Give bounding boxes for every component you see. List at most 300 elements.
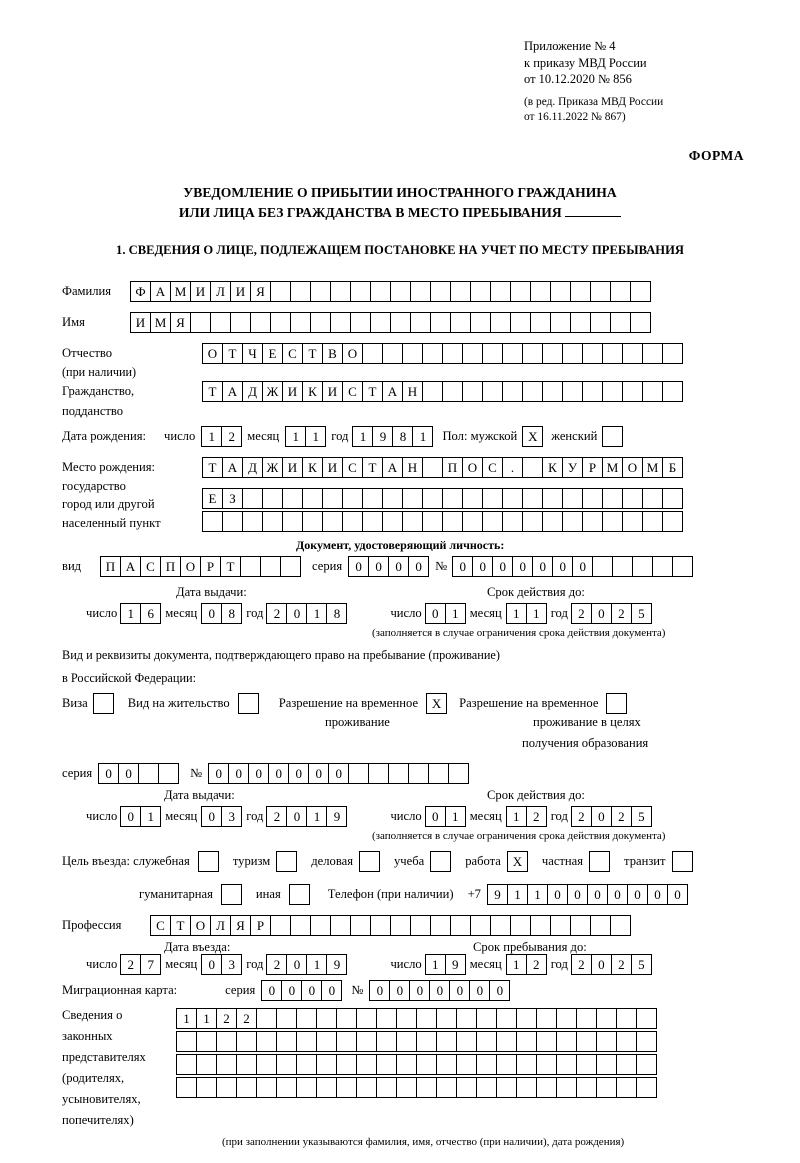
cell[interactable] bbox=[610, 281, 631, 302]
cell[interactable] bbox=[262, 488, 283, 509]
cell[interactable] bbox=[290, 915, 311, 936]
cell[interactable] bbox=[310, 281, 331, 302]
cell[interactable] bbox=[442, 381, 463, 402]
purpose-item-checkbox[interactable]: X bbox=[507, 851, 528, 872]
cell[interactable] bbox=[482, 488, 503, 509]
cell[interactable]: А bbox=[382, 457, 403, 478]
cell[interactable]: 2 bbox=[611, 954, 632, 975]
cell[interactable]: 5 bbox=[631, 603, 652, 624]
cell[interactable] bbox=[296, 1054, 317, 1075]
cell[interactable]: Т bbox=[202, 457, 223, 478]
cell[interactable]: И bbox=[282, 381, 303, 402]
cell[interactable] bbox=[442, 488, 463, 509]
cell[interactable]: И bbox=[322, 381, 343, 402]
cell[interactable] bbox=[636, 1054, 657, 1075]
cell[interactable] bbox=[342, 488, 363, 509]
birth-year-input[interactable] bbox=[352, 426, 432, 447]
cell[interactable] bbox=[456, 1077, 477, 1098]
cell[interactable]: 1 bbox=[506, 954, 527, 975]
cell[interactable] bbox=[662, 381, 683, 402]
cell[interactable]: 7 bbox=[140, 954, 161, 975]
cell[interactable] bbox=[622, 381, 643, 402]
cell[interactable]: Е bbox=[262, 343, 283, 364]
cell[interactable] bbox=[622, 343, 643, 364]
cell[interactable]: У bbox=[562, 457, 583, 478]
cell[interactable] bbox=[236, 1077, 257, 1098]
cell[interactable]: Т bbox=[362, 381, 383, 402]
cell[interactable] bbox=[216, 1054, 237, 1075]
cell[interactable] bbox=[476, 1054, 497, 1075]
cell[interactable] bbox=[382, 511, 403, 532]
cell[interactable]: 1 bbox=[527, 884, 548, 905]
cell[interactable] bbox=[496, 1077, 517, 1098]
cell[interactable] bbox=[636, 1031, 657, 1052]
cell[interactable] bbox=[596, 1008, 617, 1029]
cell[interactable] bbox=[350, 312, 371, 333]
cell[interactable] bbox=[410, 281, 431, 302]
entry-month-input[interactable] bbox=[201, 954, 241, 975]
cell[interactable] bbox=[630, 281, 651, 302]
cell[interactable] bbox=[536, 1054, 557, 1075]
cell[interactable] bbox=[236, 1054, 257, 1075]
cell[interactable]: 1 bbox=[176, 1008, 197, 1029]
cell[interactable] bbox=[362, 343, 383, 364]
cell[interactable] bbox=[290, 312, 311, 333]
cell[interactable] bbox=[316, 1031, 337, 1052]
identity-issue-month-input[interactable] bbox=[201, 603, 241, 624]
cell[interactable] bbox=[516, 1008, 537, 1029]
cell[interactable]: 0 bbox=[425, 603, 446, 624]
cell[interactable] bbox=[470, 312, 491, 333]
cell[interactable]: Т bbox=[202, 381, 223, 402]
cell[interactable] bbox=[522, 488, 543, 509]
cell[interactable] bbox=[642, 381, 663, 402]
cell[interactable] bbox=[256, 1077, 277, 1098]
cell[interactable] bbox=[530, 312, 551, 333]
cell[interactable]: 5 bbox=[631, 806, 652, 827]
cell[interactable] bbox=[570, 915, 591, 936]
cell[interactable] bbox=[262, 511, 283, 532]
cell[interactable]: Л bbox=[210, 281, 231, 302]
cell[interactable]: 0 bbox=[591, 603, 612, 624]
cell[interactable]: 0 bbox=[288, 763, 309, 784]
representatives-input-4[interactable] bbox=[176, 1077, 656, 1098]
cell[interactable] bbox=[270, 915, 291, 936]
cell[interactable]: 9 bbox=[326, 954, 347, 975]
cell[interactable] bbox=[576, 1008, 597, 1029]
cell[interactable]: 0 bbox=[261, 980, 282, 1001]
cell[interactable]: Т bbox=[220, 556, 241, 577]
cell[interactable] bbox=[582, 381, 603, 402]
purpose-other-checkbox[interactable] bbox=[289, 884, 310, 905]
cell[interactable]: И bbox=[322, 457, 343, 478]
cell[interactable]: С bbox=[150, 915, 171, 936]
cell[interactable]: 1 bbox=[506, 806, 527, 827]
entry-year-input[interactable] bbox=[266, 954, 346, 975]
cell[interactable] bbox=[616, 1031, 637, 1052]
cell[interactable] bbox=[336, 1031, 357, 1052]
cell[interactable] bbox=[256, 1054, 277, 1075]
purpose-item-checkbox[interactable] bbox=[359, 851, 380, 872]
identity-series-input[interactable] bbox=[348, 556, 428, 577]
representatives-input-2[interactable] bbox=[176, 1031, 656, 1052]
cell[interactable] bbox=[642, 343, 663, 364]
cell[interactable] bbox=[430, 312, 451, 333]
cell[interactable]: П bbox=[100, 556, 121, 577]
cell[interactable] bbox=[422, 511, 443, 532]
cell[interactable] bbox=[422, 343, 443, 364]
cell[interactable] bbox=[542, 381, 563, 402]
cell[interactable]: 1 bbox=[425, 954, 446, 975]
cell[interactable] bbox=[202, 511, 223, 532]
cell[interactable]: В bbox=[322, 343, 343, 364]
cell[interactable]: М bbox=[602, 457, 623, 478]
identity-number-input[interactable] bbox=[452, 556, 692, 577]
cell[interactable] bbox=[622, 511, 643, 532]
cell[interactable]: 2 bbox=[571, 603, 592, 624]
cell[interactable]: 0 bbox=[118, 763, 139, 784]
cell[interactable] bbox=[476, 1077, 497, 1098]
cell[interactable]: 6 bbox=[140, 603, 161, 624]
cell[interactable] bbox=[576, 1031, 597, 1052]
cell[interactable] bbox=[310, 312, 331, 333]
cell[interactable] bbox=[422, 457, 443, 478]
cell[interactable] bbox=[510, 312, 531, 333]
cell[interactable] bbox=[290, 281, 311, 302]
cell[interactable]: 0 bbox=[429, 980, 450, 1001]
cell[interactable] bbox=[570, 281, 591, 302]
cell[interactable] bbox=[522, 457, 543, 478]
cell[interactable]: О bbox=[462, 457, 483, 478]
cell[interactable]: И bbox=[130, 312, 151, 333]
purpose-item-checkbox[interactable] bbox=[430, 851, 451, 872]
cell[interactable] bbox=[502, 381, 523, 402]
cell[interactable]: 0 bbox=[328, 763, 349, 784]
cell[interactable]: Т bbox=[222, 343, 243, 364]
cell[interactable]: 1 bbox=[526, 603, 547, 624]
surname-input[interactable] bbox=[130, 281, 650, 302]
cell[interactable]: 0 bbox=[607, 884, 628, 905]
cell[interactable] bbox=[356, 1031, 377, 1052]
cell[interactable]: 1 bbox=[352, 426, 373, 447]
cell[interactable] bbox=[570, 312, 591, 333]
cell[interactable] bbox=[396, 1031, 417, 1052]
birthplace-input-line-1[interactable] bbox=[202, 457, 682, 478]
cell[interactable]: 2 bbox=[571, 954, 592, 975]
cell[interactable]: 1 bbox=[412, 426, 433, 447]
cell[interactable] bbox=[402, 343, 423, 364]
cell[interactable] bbox=[482, 343, 503, 364]
cell[interactable]: 0 bbox=[425, 806, 446, 827]
cell[interactable] bbox=[270, 312, 291, 333]
permit-issue-year-input[interactable] bbox=[266, 806, 346, 827]
permit-valid-year-input[interactable] bbox=[571, 806, 651, 827]
cell[interactable] bbox=[550, 915, 571, 936]
migration-series-input[interactable] bbox=[261, 980, 341, 1001]
cell[interactable]: 1 bbox=[506, 603, 527, 624]
cell[interactable] bbox=[636, 1077, 657, 1098]
cell[interactable] bbox=[196, 1031, 217, 1052]
cell[interactable]: 8 bbox=[221, 603, 242, 624]
permit-issue-month-input[interactable] bbox=[201, 806, 241, 827]
purpose-item-checkbox[interactable] bbox=[589, 851, 610, 872]
cell[interactable]: 3 bbox=[221, 954, 242, 975]
cell[interactable] bbox=[196, 1054, 217, 1075]
cell[interactable] bbox=[336, 1054, 357, 1075]
cell[interactable] bbox=[542, 488, 563, 509]
cell[interactable] bbox=[596, 1054, 617, 1075]
cell[interactable] bbox=[230, 312, 251, 333]
cell[interactable]: Ж bbox=[262, 381, 283, 402]
cell[interactable]: Т bbox=[362, 457, 383, 478]
cell[interactable]: 2 bbox=[221, 426, 242, 447]
cell[interactable]: 1 bbox=[445, 806, 466, 827]
cell[interactable] bbox=[462, 381, 483, 402]
cell[interactable] bbox=[632, 556, 653, 577]
cell[interactable] bbox=[270, 281, 291, 302]
cell[interactable] bbox=[276, 1008, 297, 1029]
cell[interactable] bbox=[216, 1077, 237, 1098]
cell[interactable]: И bbox=[230, 281, 251, 302]
cell[interactable]: 0 bbox=[547, 884, 568, 905]
cell[interactable] bbox=[470, 915, 491, 936]
cell[interactable]: 0 bbox=[408, 556, 429, 577]
cell[interactable]: О bbox=[202, 343, 223, 364]
cell[interactable] bbox=[522, 343, 543, 364]
cell[interactable] bbox=[280, 556, 301, 577]
cell[interactable]: Н bbox=[402, 381, 423, 402]
cell[interactable] bbox=[276, 1077, 297, 1098]
cell[interactable] bbox=[596, 1077, 617, 1098]
cell[interactable] bbox=[282, 511, 303, 532]
permit-valid-day-input[interactable] bbox=[425, 806, 465, 827]
cell[interactable] bbox=[590, 281, 611, 302]
cell[interactable]: 0 bbox=[308, 763, 329, 784]
phone-input[interactable] bbox=[487, 884, 687, 905]
cell[interactable] bbox=[436, 1008, 457, 1029]
purpose-item-checkbox[interactable] bbox=[672, 851, 693, 872]
cell[interactable] bbox=[408, 763, 429, 784]
cell[interactable]: О bbox=[622, 457, 643, 478]
cell[interactable] bbox=[456, 1031, 477, 1052]
cell[interactable] bbox=[550, 312, 571, 333]
birth-day-input[interactable] bbox=[201, 426, 241, 447]
cell[interactable] bbox=[310, 915, 331, 936]
cell[interactable] bbox=[482, 381, 503, 402]
cell[interactable]: 5 bbox=[631, 954, 652, 975]
cell[interactable] bbox=[422, 381, 443, 402]
cell[interactable] bbox=[382, 488, 403, 509]
cell[interactable] bbox=[448, 763, 469, 784]
cell[interactable]: 2 bbox=[611, 806, 632, 827]
cell[interactable] bbox=[376, 1054, 397, 1075]
cell[interactable]: П bbox=[160, 556, 181, 577]
cell[interactable] bbox=[462, 511, 483, 532]
identity-kind-input[interactable] bbox=[100, 556, 300, 577]
cell[interactable]: 0 bbox=[228, 763, 249, 784]
cell[interactable] bbox=[402, 511, 423, 532]
cell[interactable] bbox=[562, 381, 583, 402]
cell[interactable]: 0 bbox=[489, 980, 510, 1001]
cell[interactable] bbox=[368, 763, 389, 784]
cell[interactable] bbox=[556, 1077, 577, 1098]
cell[interactable] bbox=[316, 1054, 337, 1075]
cell[interactable] bbox=[602, 343, 623, 364]
cell[interactable] bbox=[630, 312, 651, 333]
cell[interactable] bbox=[362, 511, 383, 532]
cell[interactable] bbox=[652, 556, 673, 577]
permit-series-input[interactable] bbox=[98, 763, 178, 784]
cell[interactable] bbox=[322, 511, 343, 532]
cell[interactable]: 2 bbox=[266, 954, 287, 975]
cell[interactable] bbox=[350, 281, 371, 302]
cell[interactable]: 9 bbox=[372, 426, 393, 447]
cell[interactable] bbox=[330, 312, 351, 333]
cell[interactable] bbox=[210, 312, 231, 333]
birthplace-input-line-2[interactable] bbox=[202, 488, 682, 509]
cell[interactable] bbox=[302, 488, 323, 509]
birth-month-input[interactable] bbox=[285, 426, 325, 447]
cell[interactable] bbox=[260, 556, 281, 577]
visa-checkbox[interactable] bbox=[93, 693, 114, 714]
cell[interactable] bbox=[250, 312, 271, 333]
cell[interactable]: 0 bbox=[286, 954, 307, 975]
cell[interactable]: 0 bbox=[567, 884, 588, 905]
purpose-humanitarian-checkbox[interactable] bbox=[221, 884, 242, 905]
cell[interactable] bbox=[450, 915, 471, 936]
cell[interactable]: 0 bbox=[409, 980, 430, 1001]
residence-permit-checkbox[interactable] bbox=[238, 693, 259, 714]
cell[interactable] bbox=[502, 343, 523, 364]
cell[interactable] bbox=[390, 281, 411, 302]
cell[interactable] bbox=[390, 312, 411, 333]
cell[interactable] bbox=[516, 1054, 537, 1075]
cell[interactable] bbox=[450, 312, 471, 333]
cell[interactable] bbox=[556, 1008, 577, 1029]
cell[interactable]: С bbox=[342, 457, 363, 478]
cell[interactable] bbox=[602, 488, 623, 509]
cell[interactable]: Р bbox=[582, 457, 603, 478]
cell[interactable] bbox=[296, 1031, 317, 1052]
cell[interactable]: Е bbox=[202, 488, 223, 509]
cell[interactable]: И bbox=[282, 457, 303, 478]
cell[interactable] bbox=[522, 381, 543, 402]
birthplace-input-line-3[interactable] bbox=[202, 511, 682, 532]
cell[interactable]: Т bbox=[170, 915, 191, 936]
cell[interactable] bbox=[610, 312, 631, 333]
cell[interactable] bbox=[582, 488, 603, 509]
cell[interactable]: 1 bbox=[306, 954, 327, 975]
cell[interactable] bbox=[662, 488, 683, 509]
cell[interactable]: Л bbox=[210, 915, 231, 936]
cell[interactable] bbox=[242, 488, 263, 509]
temp-residence-checkbox[interactable]: X bbox=[426, 693, 447, 714]
cell[interactable] bbox=[502, 488, 523, 509]
cell[interactable]: 0 bbox=[388, 556, 409, 577]
cell[interactable] bbox=[362, 488, 383, 509]
cell[interactable] bbox=[450, 281, 471, 302]
cell[interactable] bbox=[330, 281, 351, 302]
cell[interactable] bbox=[642, 488, 663, 509]
cell[interactable]: 2 bbox=[236, 1008, 257, 1029]
cell[interactable]: 9 bbox=[487, 884, 508, 905]
cell[interactable]: 2 bbox=[526, 954, 547, 975]
cell[interactable]: 2 bbox=[216, 1008, 237, 1029]
cell[interactable] bbox=[322, 488, 343, 509]
cell[interactable] bbox=[296, 1008, 317, 1029]
cell[interactable]: Ф bbox=[130, 281, 151, 302]
cell[interactable] bbox=[342, 511, 363, 532]
permit-valid-month-input[interactable] bbox=[506, 806, 546, 827]
cell[interactable] bbox=[516, 1031, 537, 1052]
stay-month-input[interactable] bbox=[506, 954, 546, 975]
cell[interactable] bbox=[296, 1077, 317, 1098]
cell[interactable] bbox=[428, 763, 449, 784]
cell[interactable]: 0 bbox=[201, 806, 222, 827]
cell[interactable] bbox=[456, 1008, 477, 1029]
cell[interactable]: 0 bbox=[248, 763, 269, 784]
cell[interactable] bbox=[636, 1008, 657, 1029]
cell[interactable] bbox=[602, 511, 623, 532]
cell[interactable] bbox=[610, 915, 631, 936]
cell[interactable]: Б bbox=[662, 457, 683, 478]
cell[interactable]: 1 bbox=[285, 426, 306, 447]
cell[interactable]: 2 bbox=[526, 806, 547, 827]
cell[interactable] bbox=[662, 343, 683, 364]
cell[interactable] bbox=[442, 511, 463, 532]
cell[interactable]: 0 bbox=[201, 954, 222, 975]
cell[interactable]: 1 bbox=[120, 603, 141, 624]
purpose-item-checkbox[interactable] bbox=[276, 851, 297, 872]
cell[interactable] bbox=[242, 511, 263, 532]
stay-day-input[interactable] bbox=[425, 954, 465, 975]
cell[interactable]: Ч bbox=[242, 343, 263, 364]
cell[interactable]: А bbox=[150, 281, 171, 302]
cell[interactable] bbox=[240, 556, 261, 577]
cell[interactable] bbox=[388, 763, 409, 784]
cell[interactable]: М bbox=[642, 457, 663, 478]
cell[interactable]: М bbox=[170, 281, 191, 302]
cell[interactable] bbox=[396, 1008, 417, 1029]
cell[interactable] bbox=[370, 915, 391, 936]
cell[interactable]: 2 bbox=[571, 806, 592, 827]
cell[interactable] bbox=[536, 1031, 557, 1052]
permit-issue-day-input[interactable] bbox=[120, 806, 160, 827]
cell[interactable] bbox=[530, 915, 551, 936]
cell[interactable]: 0 bbox=[98, 763, 119, 784]
cell[interactable]: 0 bbox=[369, 980, 390, 1001]
cell[interactable]: О bbox=[180, 556, 201, 577]
cell[interactable]: 0 bbox=[389, 980, 410, 1001]
cell[interactable]: Я bbox=[170, 312, 191, 333]
cell[interactable]: 2 bbox=[120, 954, 141, 975]
cell[interactable]: А bbox=[222, 457, 243, 478]
cell[interactable]: 1 bbox=[140, 806, 161, 827]
cell[interactable] bbox=[276, 1054, 297, 1075]
cell[interactable] bbox=[642, 511, 663, 532]
cell[interactable] bbox=[222, 511, 243, 532]
cell[interactable]: 2 bbox=[266, 603, 287, 624]
cell[interactable] bbox=[436, 1054, 457, 1075]
cell[interactable] bbox=[216, 1031, 237, 1052]
cell[interactable]: 0 bbox=[208, 763, 229, 784]
cell[interactable]: 2 bbox=[266, 806, 287, 827]
cell[interactable]: 1 bbox=[507, 884, 528, 905]
cell[interactable] bbox=[336, 1077, 357, 1098]
cell[interactable] bbox=[536, 1077, 557, 1098]
cell[interactable] bbox=[236, 1031, 257, 1052]
cell[interactable]: 0 bbox=[201, 603, 222, 624]
